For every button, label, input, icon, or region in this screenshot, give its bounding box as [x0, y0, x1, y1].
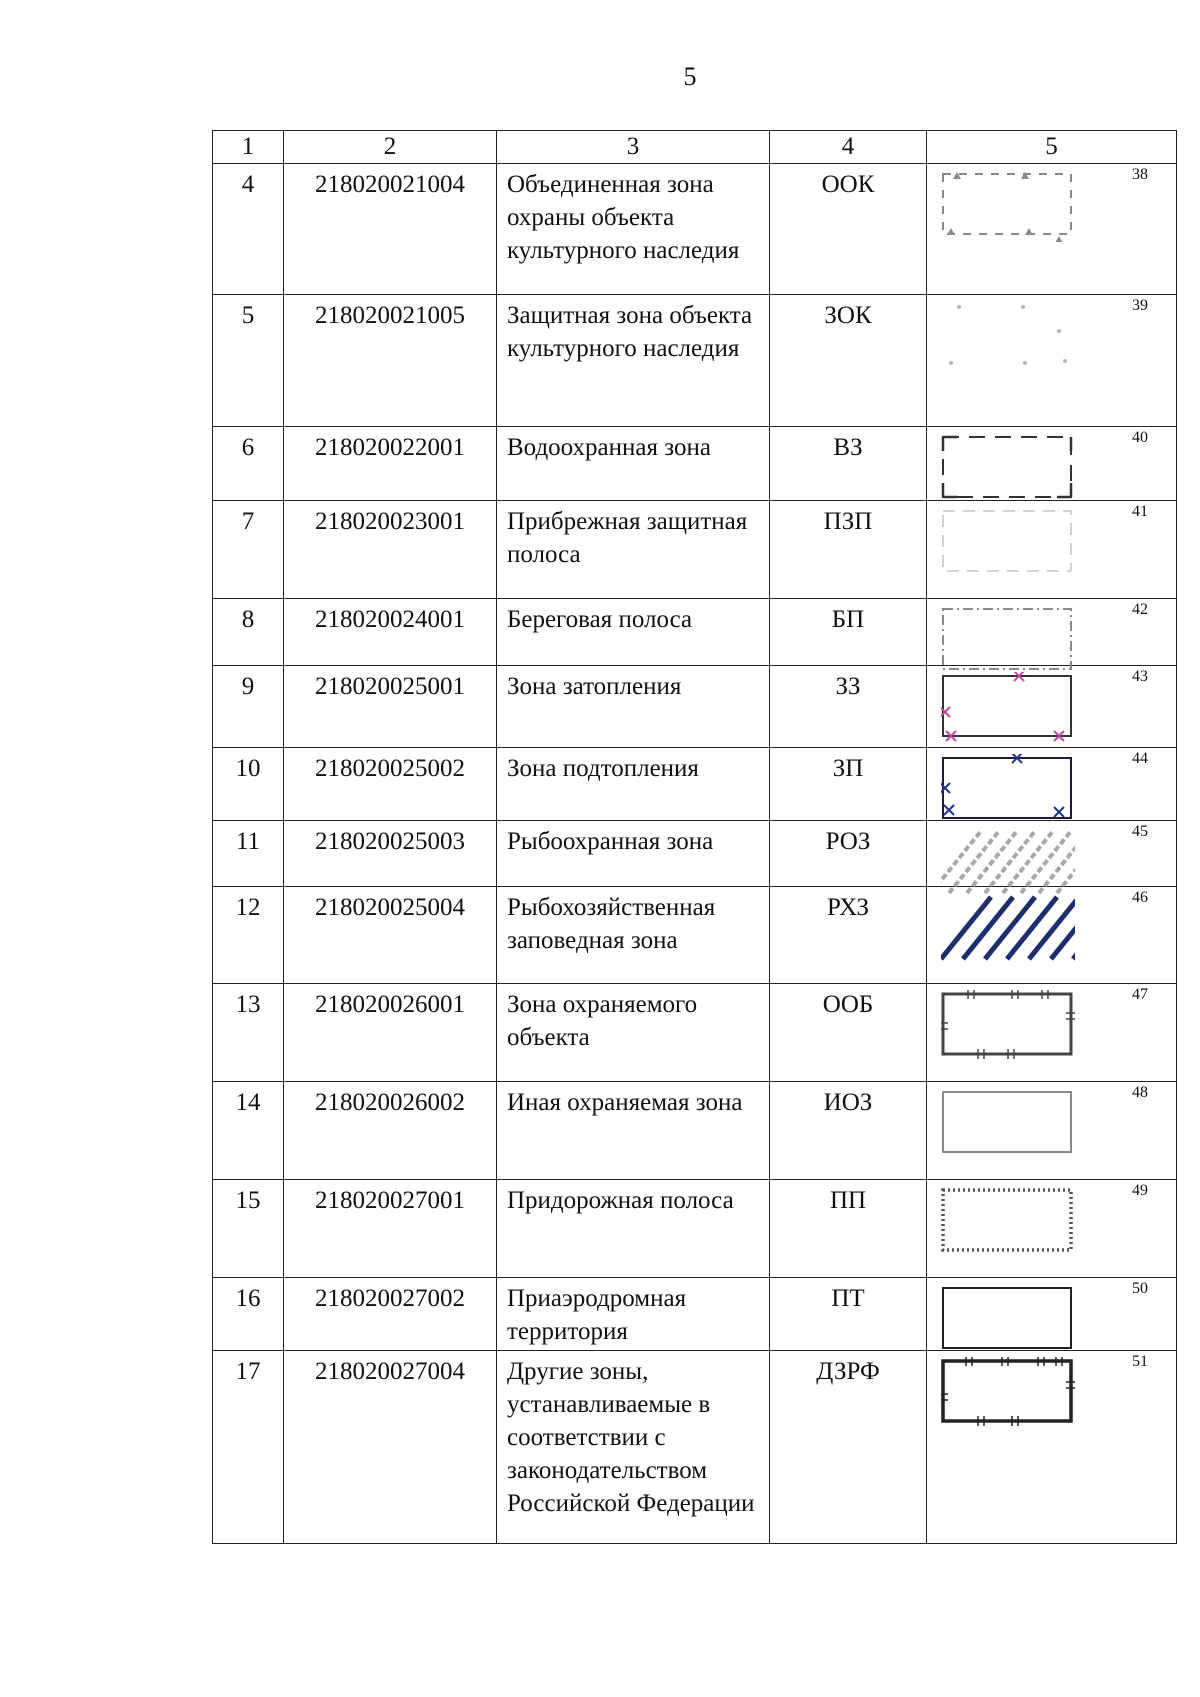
zone-code: 218020027002	[284, 1278, 497, 1351]
zone-code: 218020027004	[284, 1351, 497, 1544]
zone-symbol-cell	[927, 295, 1177, 427]
zone-name: Береговая полоса	[497, 599, 770, 666]
zone-code: 218020021004	[284, 164, 497, 295]
symbol-number: 40	[1132, 429, 1148, 446]
zone-code: 218020025004	[284, 887, 497, 984]
zone-abbreviation: РХЗ	[770, 887, 927, 984]
header-col-2: 2	[284, 131, 497, 164]
zone-symbol-cell	[927, 164, 1177, 295]
table-row	[213, 1278, 1177, 1351]
zone-name: Рыбоохранная зона	[497, 821, 770, 887]
zone-symbol-cell	[927, 666, 1177, 748]
zone-name: Прибрежная защитная полоса	[497, 501, 770, 599]
row-number: 13	[213, 984, 284, 1082]
table-row	[213, 666, 1177, 748]
row-number: 5	[213, 295, 284, 427]
zone-abbreviation: ООБ	[770, 984, 927, 1082]
zone-symbol-icon	[941, 754, 1075, 826]
zone-symbol-icon	[941, 1284, 1075, 1356]
zone-symbol-icon	[941, 507, 1075, 579]
row-number: 8	[213, 599, 284, 666]
zone-code: 218020026002	[284, 1082, 497, 1180]
zone-name: Придорожная полоса	[497, 1180, 770, 1278]
table-row	[213, 295, 1177, 427]
zone-abbreviation: ООК	[770, 164, 927, 295]
row-number: 16	[213, 1278, 284, 1351]
zone-name: Другие зоны, устанавливаемые в соответствии с законодательством Российской Федерации	[497, 1351, 770, 1544]
row-number: 7	[213, 501, 284, 599]
zone-symbol-icon	[941, 170, 1075, 242]
zone-abbreviation: ПП	[770, 1180, 927, 1278]
table-header-row	[213, 131, 1177, 164]
row-number: 14	[213, 1082, 284, 1180]
zone-code: 218020026001	[284, 984, 497, 1082]
table-row	[213, 887, 1177, 984]
zone-abbreviation: ЗЗ	[770, 666, 927, 748]
zone-name: Зона подтопления	[497, 748, 770, 821]
zone-abbreviation: ПТ	[770, 1278, 927, 1351]
zone-code: 218020022001	[284, 427, 497, 501]
zone-abbreviation: ЗП	[770, 748, 927, 821]
row-number: 4	[213, 164, 284, 295]
symbol-number: 41	[1132, 503, 1148, 520]
row-number: 10	[213, 748, 284, 821]
table-row	[213, 1351, 1177, 1544]
symbol-number: 39	[1132, 297, 1148, 314]
zone-symbol-icon	[941, 672, 1075, 744]
header-col-3: 3	[497, 131, 770, 164]
table-row	[213, 599, 1177, 666]
symbol-number: 38	[1132, 166, 1148, 183]
zone-symbol-icon	[941, 990, 1075, 1062]
zone-name: Объединенная зона охраны объекта культурного наследия	[497, 164, 770, 295]
zone-name: Защитная зона объекта культурного наследия	[497, 295, 770, 427]
zone-symbol-icon	[941, 1186, 1075, 1258]
zone-symbol-cell	[927, 599, 1177, 666]
zone-abbreviation: ЗОК	[770, 295, 927, 427]
zone-symbol-cell	[927, 821, 1177, 887]
zone-name: Зона затопления	[497, 666, 770, 748]
zone-symbol-cell	[927, 1180, 1177, 1278]
zone-symbol-cell	[927, 1278, 1177, 1351]
row-number: 17	[213, 1351, 284, 1544]
row-number: 12	[213, 887, 284, 984]
zone-symbol-icon	[941, 1357, 1075, 1429]
symbol-number: 48	[1132, 1084, 1148, 1101]
zone-code: 218020025003	[284, 821, 497, 887]
zone-name: Зона охраняемого объекта	[497, 984, 770, 1082]
zone-code: 218020021005	[284, 295, 497, 427]
zone-symbol-cell	[927, 748, 1177, 821]
row-number: 9	[213, 666, 284, 748]
zone-code: 218020023001	[284, 501, 497, 599]
zone-abbreviation: БП	[770, 599, 927, 666]
row-number: 11	[213, 821, 284, 887]
zone-abbreviation: ИОЗ	[770, 1082, 927, 1180]
symbol-number: 42	[1132, 601, 1148, 618]
zone-code: 218020025001	[284, 666, 497, 748]
zone-symbol-icon	[941, 433, 1075, 505]
table-row	[213, 427, 1177, 501]
zone-symbol-icon	[941, 1088, 1075, 1160]
row-number: 6	[213, 427, 284, 501]
zone-symbol-cell	[927, 1082, 1177, 1180]
header-col-1: 1	[213, 131, 284, 164]
row-number: 15	[213, 1180, 284, 1278]
table-row	[213, 501, 1177, 599]
zone-symbol-cell	[927, 984, 1177, 1082]
zone-abbreviation: РОЗ	[770, 821, 927, 887]
zone-symbol-cell	[927, 887, 1177, 984]
symbol-number: 46	[1132, 889, 1148, 906]
zone-symbol-icon	[941, 301, 1075, 373]
zone-abbreviation: ПЗП	[770, 501, 927, 599]
symbol-number: 49	[1132, 1182, 1148, 1199]
zone-name: Рыбохозяйственная заповедная зона	[497, 887, 770, 984]
symbol-number: 50	[1132, 1280, 1148, 1297]
zone-symbol-cell	[927, 501, 1177, 599]
zone-code: 218020024001	[284, 599, 497, 666]
classifier-table	[212, 130, 1177, 1544]
zone-name: Водоохранная зона	[497, 427, 770, 501]
symbol-number: 51	[1132, 1353, 1148, 1370]
header-col-5: 5	[927, 131, 1177, 164]
zone-code: 218020027001	[284, 1180, 497, 1278]
zone-symbol-cell	[927, 427, 1177, 501]
table-row	[213, 748, 1177, 821]
symbol-number: 47	[1132, 986, 1148, 1003]
header-col-4: 4	[770, 131, 927, 164]
symbol-number: 43	[1132, 668, 1148, 685]
page-number: 5	[683, 62, 697, 91]
table-row	[213, 1082, 1177, 1180]
zone-symbol-icon	[941, 893, 1075, 965]
table-row	[213, 821, 1177, 887]
zone-name: Иная охраняемая зона	[497, 1082, 770, 1180]
symbol-number: 44	[1132, 750, 1148, 767]
zone-abbreviation: ДЗРФ	[770, 1351, 927, 1544]
zone-name: Приаэродромная территория	[497, 1278, 770, 1351]
zone-symbol-cell	[927, 1351, 1177, 1544]
table-row	[213, 1180, 1177, 1278]
zone-abbreviation: ВЗ	[770, 427, 927, 501]
table-body	[213, 164, 1177, 1544]
zone-code: 218020025002	[284, 748, 497, 821]
table-row	[213, 164, 1177, 295]
symbol-number: 45	[1132, 823, 1148, 840]
table-row	[213, 984, 1177, 1082]
